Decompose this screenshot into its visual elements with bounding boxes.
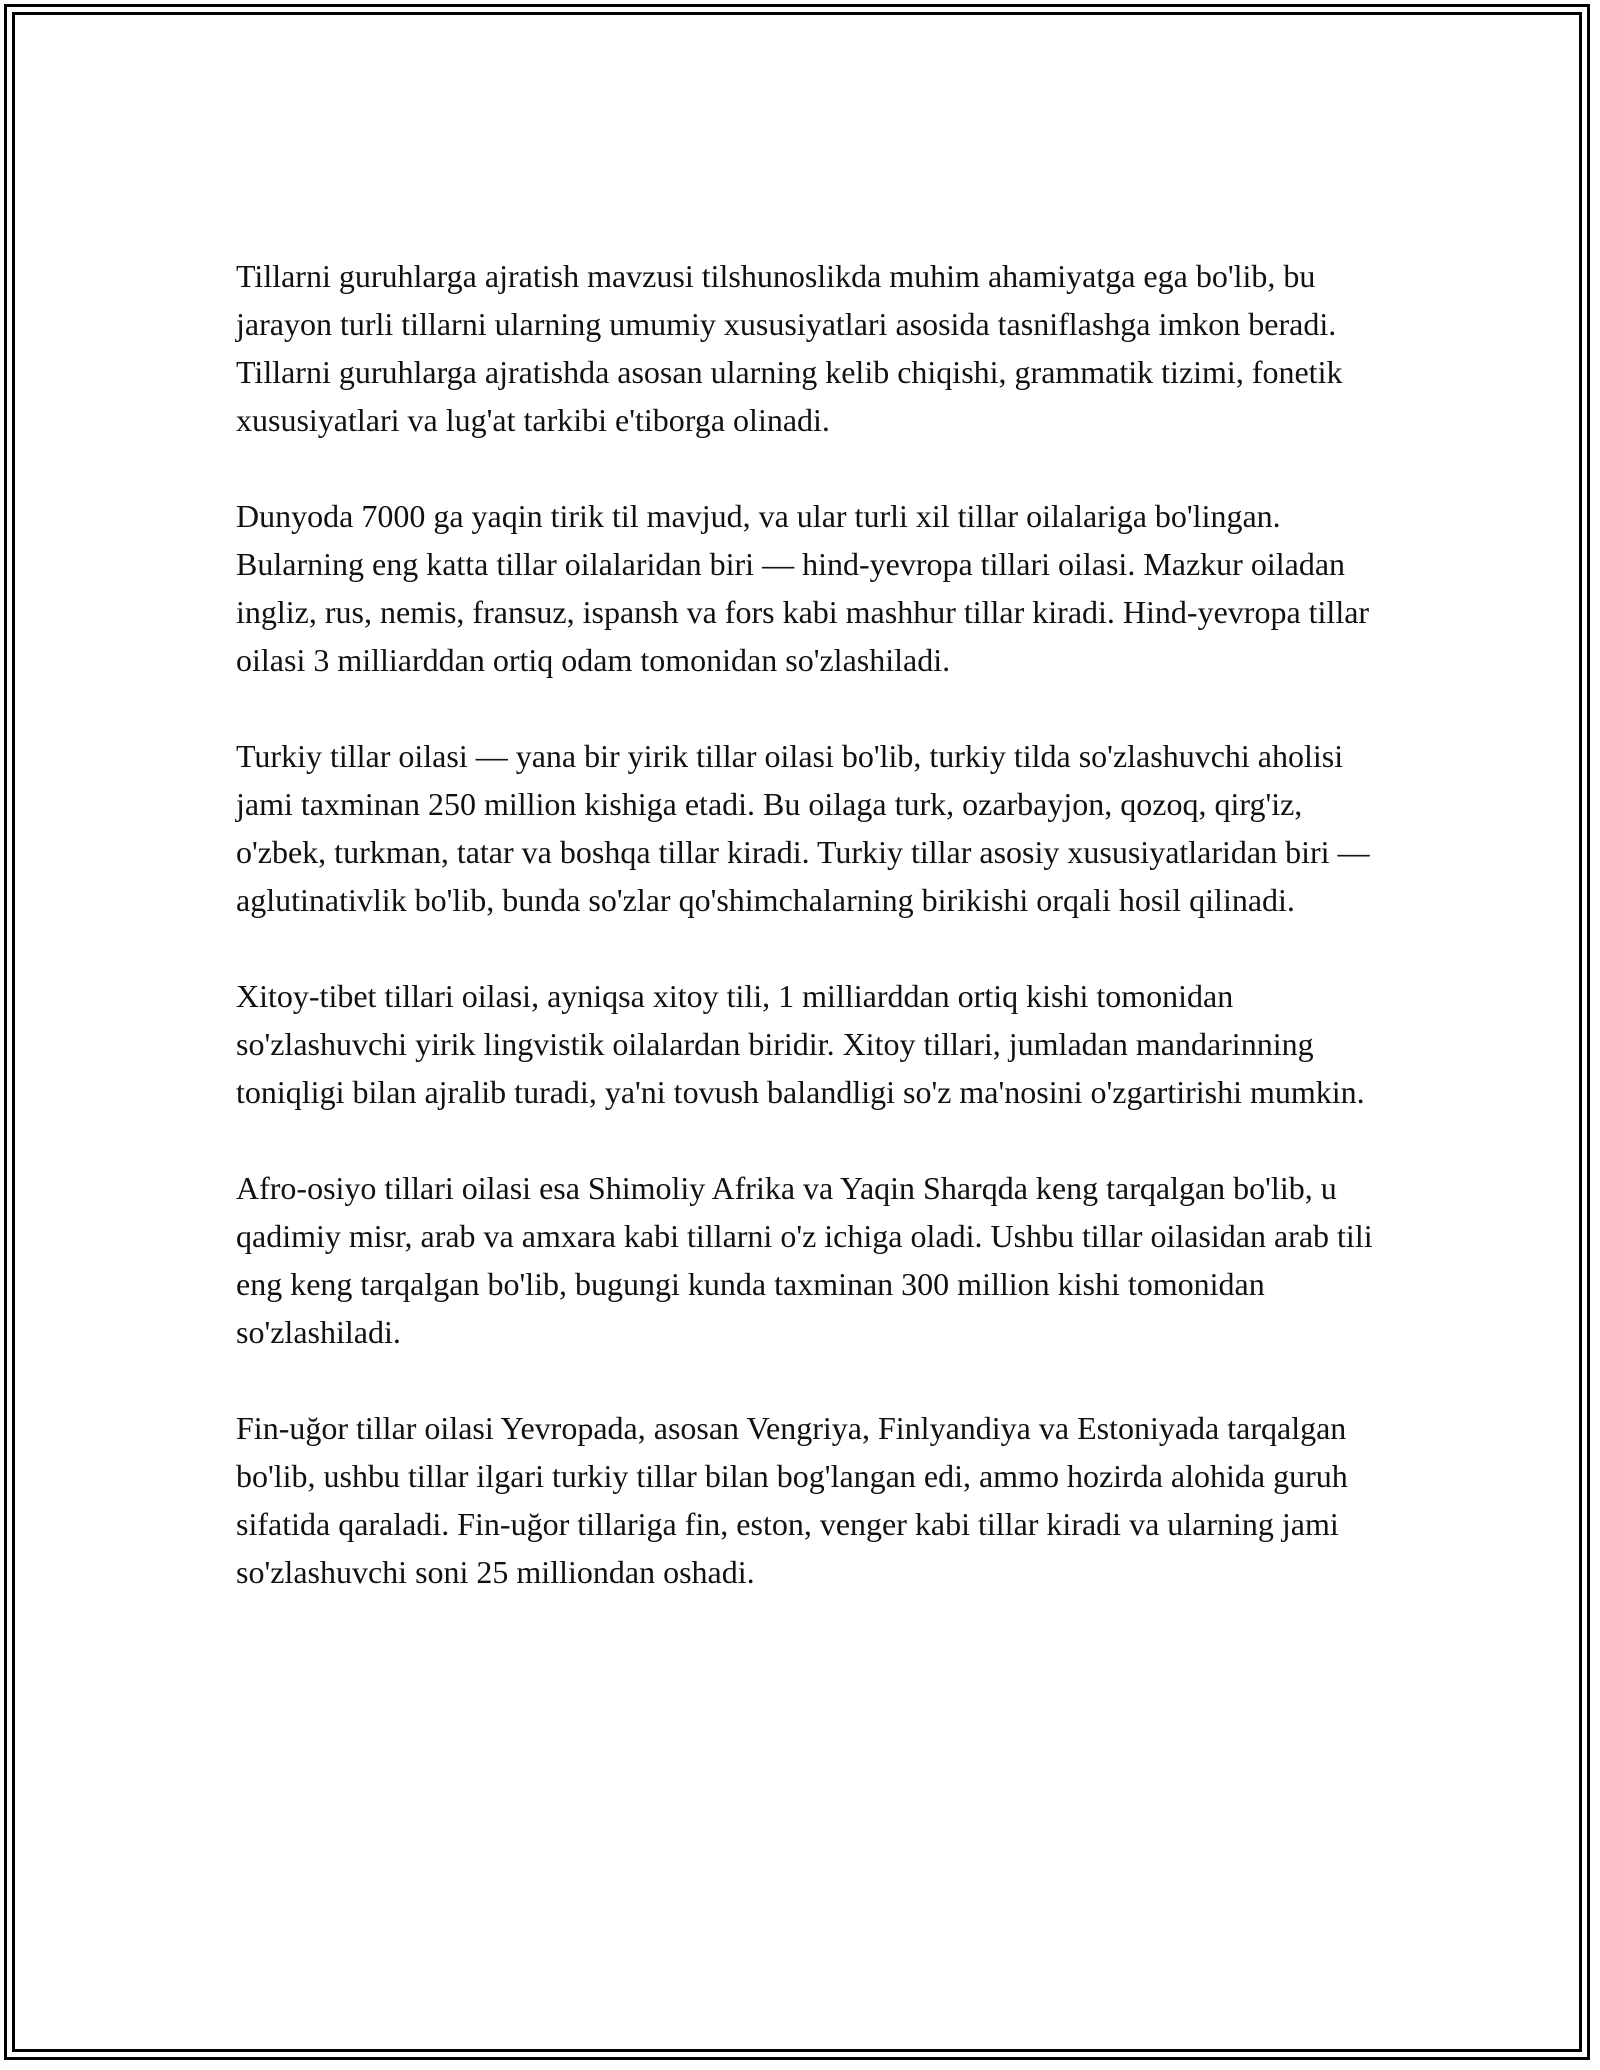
paragraph-sino-tibetan: Xitoy-tibet tillari oilasi, ayniqsa xitoy tili, 1 milliarddan ortiq kishi tomonidan so'zlashuvchi yirik lingvistik oilalardan biridir. Xitoy tillari, jumladan mandarinning toniqligi bilan ajralib turadi, ya'ni tovush balandligi so'z ma'nosini o'zgartirishi mumkin.: [236, 978, 1365, 1110]
paragraph-finno-ugric: Fin-uğor tillar oilasi Yevropada, asosan Vengriya, Finlyandiya va Estoniyada tarqalgan bo'lib, ushbu tillar ilgari turkiy tillar bilan bog'langan edi, ammo hozirda alohida guruh sifatida qaraladi. Fin-uğor tillariga fin, eston, venger kabi tillar kiradi va ularning jami so'zlashuvchi soni 25 milliondan oshadi.: [236, 1410, 1348, 1590]
document-body: [236, 252, 1386, 1644]
paragraph-intro: Tillarni guruhlarga ajratish mavzusi tilshunoslikda muhim ahamiyatga ega bo'lib, bu jarayon turli tillarni ularning umumiy xususiyatlari asosida tasniflashga imkon beradi. Tillarni guruhlarga ajratishda asosan ularning kelib chiqishi, grammatik tizimi, fonetik xususiyatlari va lug'at tarkibi e'tiborga olinadi.: [236, 258, 1343, 438]
paragraph-afro-asiatic: Afro-osiyo tillari oilasi esa Shimoliy Afrika va Yaqin Sharqda keng tarqalgan bo'lib, u qadimiy misr, arab va amxara kabi tillarni o'z ichiga oladi. Ushbu tillar oilasidan arab tili eng keng tarqalgan bo'lib, bugungi kunda taxminan 300 million kishi tomonidan so'zlashiladi.: [236, 1170, 1373, 1350]
paragraph-indo-european: Dunyoda 7000 ga yaqin tirik til mavjud, va ular turli xil tillar oilalariga bo'lingan. Bularning eng katta tillar oilalaridan biri — hind-yevropa tillari oilasi. Mazkur oiladan ingliz, rus, nemis, fransuz, ispansh va fors kabi mashhur tillar kiradi. Hind-yevropa tillar oilasi 3 milliarddan ortiq odam tomonidan so'zlashiladi.: [236, 498, 1370, 678]
paragraph-turkic: Turkiy tillar oilasi — yana bir yirik tillar oilasi bo'lib, turkiy tilda so'zlashuvchi aholisi jami taxminan 250 million kishiga etadi. Bu oilaga turk, ozarbayjon, qozoq, qirg'iz, o'zbek, turkman, tatar va boshqa tillar kiradi. Turkiy tillar asosiy xususiyatlaridan biri — aglutinativlik bo'lib, bunda so'zlar qo'shimchalarning birikishi orqali hosil qilinadi.: [236, 738, 1370, 918]
